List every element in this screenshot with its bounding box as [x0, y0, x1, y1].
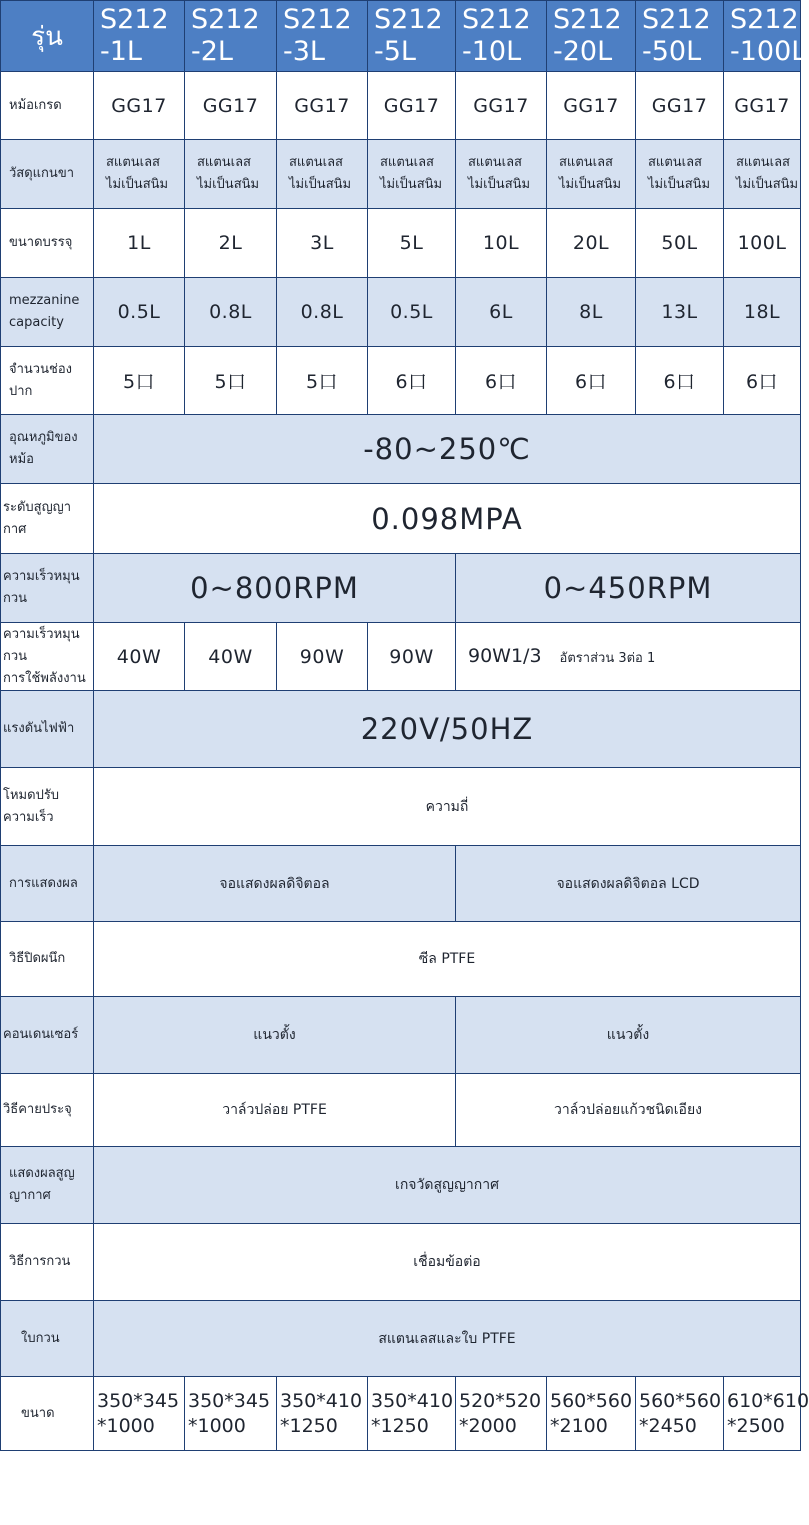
row-label: หม้อเกรด: [1, 72, 94, 140]
cell: จอแสดงผลดิจิตอล LCD: [456, 846, 801, 922]
cell: 8L: [547, 278, 636, 347]
cell: 220V/50HZ: [94, 691, 801, 768]
cell: 5口: [185, 347, 277, 415]
cell: สแตนเลส ไม่เป็นสนิม: [456, 140, 547, 209]
row-label: ความเร็วหมุนกวน: [1, 554, 94, 623]
cell: 5L: [368, 209, 456, 278]
row-voltage: [1, 691, 801, 768]
row-label: ขนาดบรรจุ: [1, 209, 94, 278]
row-label: ขนาด: [1, 1377, 94, 1451]
cell: GG17: [277, 72, 368, 140]
cell: 6口: [636, 347, 724, 415]
cell: GG17: [547, 72, 636, 140]
model-header-20l: S212 -20L: [547, 1, 636, 72]
cell: 0.8L: [185, 278, 277, 347]
cell: GG17: [636, 72, 724, 140]
row-label: ระดับสูญญากาศ: [1, 484, 94, 554]
cell: 18L: [724, 278, 801, 347]
row-label: จำนวนช่องปาก: [1, 347, 94, 415]
row-label: แรงดันไฟฟ้า: [1, 691, 94, 768]
row-condenser: [1, 997, 801, 1074]
row-stirring-speed: [1, 554, 801, 623]
cell: 0.8L: [277, 278, 368, 347]
cell: 610*610 *2500: [724, 1377, 801, 1451]
cell: 90W: [277, 623, 368, 691]
cell: GG17: [368, 72, 456, 140]
cell: 0.098MPA: [94, 484, 801, 554]
row-label: โหมดปรับความเร็ว: [1, 768, 94, 846]
row-leg-material: [1, 140, 801, 209]
row-capacity: [1, 209, 801, 278]
cell: วาล์วปล่อย PTFE: [94, 1074, 456, 1147]
row-ports: [1, 347, 801, 415]
row-dimensions: [1, 1377, 801, 1451]
header-row: [1, 1, 801, 72]
cell: 2L: [185, 209, 277, 278]
cell: 0~800RPM: [94, 554, 456, 623]
cell: สแตนเลส ไม่เป็นสนิม: [94, 140, 185, 209]
model-header-3l: S212 -3L: [277, 1, 368, 72]
cell: 50L: [636, 209, 724, 278]
cell: แนวตั้ง: [456, 997, 801, 1074]
cell: สแตนเลส ไม่เป็นสนิม: [277, 140, 368, 209]
model-header-100l: S212 -100L: [724, 1, 801, 72]
cell: 560*560 *2100: [547, 1377, 636, 1451]
cell: 90W: [368, 623, 456, 691]
cell: 100L: [724, 209, 801, 278]
cell: เกจวัดสูญญากาศ: [94, 1147, 801, 1224]
cell: 0.5L: [94, 278, 185, 347]
cell: GG17: [724, 72, 801, 140]
row-label: วิธีปิดผนึก: [1, 922, 94, 997]
row-label: ใบกวน: [1, 1301, 94, 1377]
cell: 350*410 *1250: [277, 1377, 368, 1451]
row-vacuum-display: [1, 1147, 801, 1224]
cell: 6口: [456, 347, 547, 415]
row-label: อุณหภูมิของหม้อ: [1, 415, 94, 484]
cell: สแตนเลส ไม่เป็นสนิม: [724, 140, 801, 209]
cell: GG17: [456, 72, 547, 140]
cell: 520*520 *2000: [456, 1377, 547, 1451]
row-label: วัสดุแกนขา: [1, 140, 94, 209]
cell: -80~250℃: [94, 415, 801, 484]
model-header-10l: S212 -10L: [456, 1, 547, 72]
cell: 10L: [456, 209, 547, 278]
cell: 0~450RPM: [456, 554, 801, 623]
cell: เชื่อมข้อต่อ: [94, 1224, 801, 1301]
cell: ความถี่: [94, 768, 801, 846]
model-header-2l: S212 -2L: [185, 1, 277, 72]
model-header-5l: S212 -5L: [368, 1, 456, 72]
row-discharge: [1, 1074, 801, 1147]
cell: 90W1/3 อัตราส่วน 3ต่อ 1: [456, 623, 801, 691]
model-header-1l: S212 -1L: [94, 1, 185, 72]
cell: สแตนเลส ไม่เป็นสนิม: [636, 140, 724, 209]
row-temperature: [1, 415, 801, 484]
cell: 6口: [547, 347, 636, 415]
cell: 350*410 *1250: [368, 1377, 456, 1451]
cell: 350*345 *1000: [94, 1377, 185, 1451]
row-stirring-method: [1, 1224, 801, 1301]
cell: สแตนเลส ไม่เป็นสนิม: [368, 140, 456, 209]
cell: 20L: [547, 209, 636, 278]
row-label: แสดงผลสูญญากาศ: [1, 1147, 94, 1224]
row-label: วิธีการกวน: [1, 1224, 94, 1301]
cell: 40W: [94, 623, 185, 691]
row-seal: [1, 922, 801, 997]
row-display: [1, 846, 801, 922]
row-label: คอนเดนเซอร์: [1, 997, 94, 1074]
row-mezzanine-capacity: [1, 278, 801, 347]
cell: ซีล PTFE: [94, 922, 801, 997]
row-label: การแสดงผล: [1, 846, 94, 922]
cell: 5口: [277, 347, 368, 415]
cell: จอแสดงผลดิจิตอล: [94, 846, 456, 922]
cell: 5口: [94, 347, 185, 415]
cell: แนวตั้ง: [94, 997, 456, 1074]
cell: 0.5L: [368, 278, 456, 347]
row-power: [1, 623, 801, 691]
cell: สแตนเลสและใบ PTFE: [94, 1301, 801, 1377]
row-label: mezzanine capacity: [1, 278, 94, 347]
cell: วาล์วปล่อยแก้วชนิดเอียง: [456, 1074, 801, 1147]
row-label: ความเร็วหมุนกวน การใช้พลังงาน: [1, 623, 94, 691]
model-header-label: รุ่น: [1, 1, 94, 72]
cell: GG17: [185, 72, 277, 140]
model-header-50l: S212 -50L: [636, 1, 724, 72]
cell: 1L: [94, 209, 185, 278]
cell: 40W: [185, 623, 277, 691]
cell: สแตนเลส ไม่เป็นสนิม: [547, 140, 636, 209]
cell: 560*560 *2450: [636, 1377, 724, 1451]
cell: 13L: [636, 278, 724, 347]
cell: 6口: [724, 347, 801, 415]
row-speed-mode: [1, 768, 801, 846]
cell: 6L: [456, 278, 547, 347]
row-label: วิธีคายประจุ: [1, 1074, 94, 1147]
row-blade: [1, 1301, 801, 1377]
row-pot-grade: [1, 72, 801, 140]
cell: 3L: [277, 209, 368, 278]
cell: GG17: [94, 72, 185, 140]
cell: 350*345 *1000: [185, 1377, 277, 1451]
row-vacuum-level: [1, 484, 801, 554]
cell: สแตนเลส ไม่เป็นสนิม: [185, 140, 277, 209]
cell: 6口: [368, 347, 456, 415]
